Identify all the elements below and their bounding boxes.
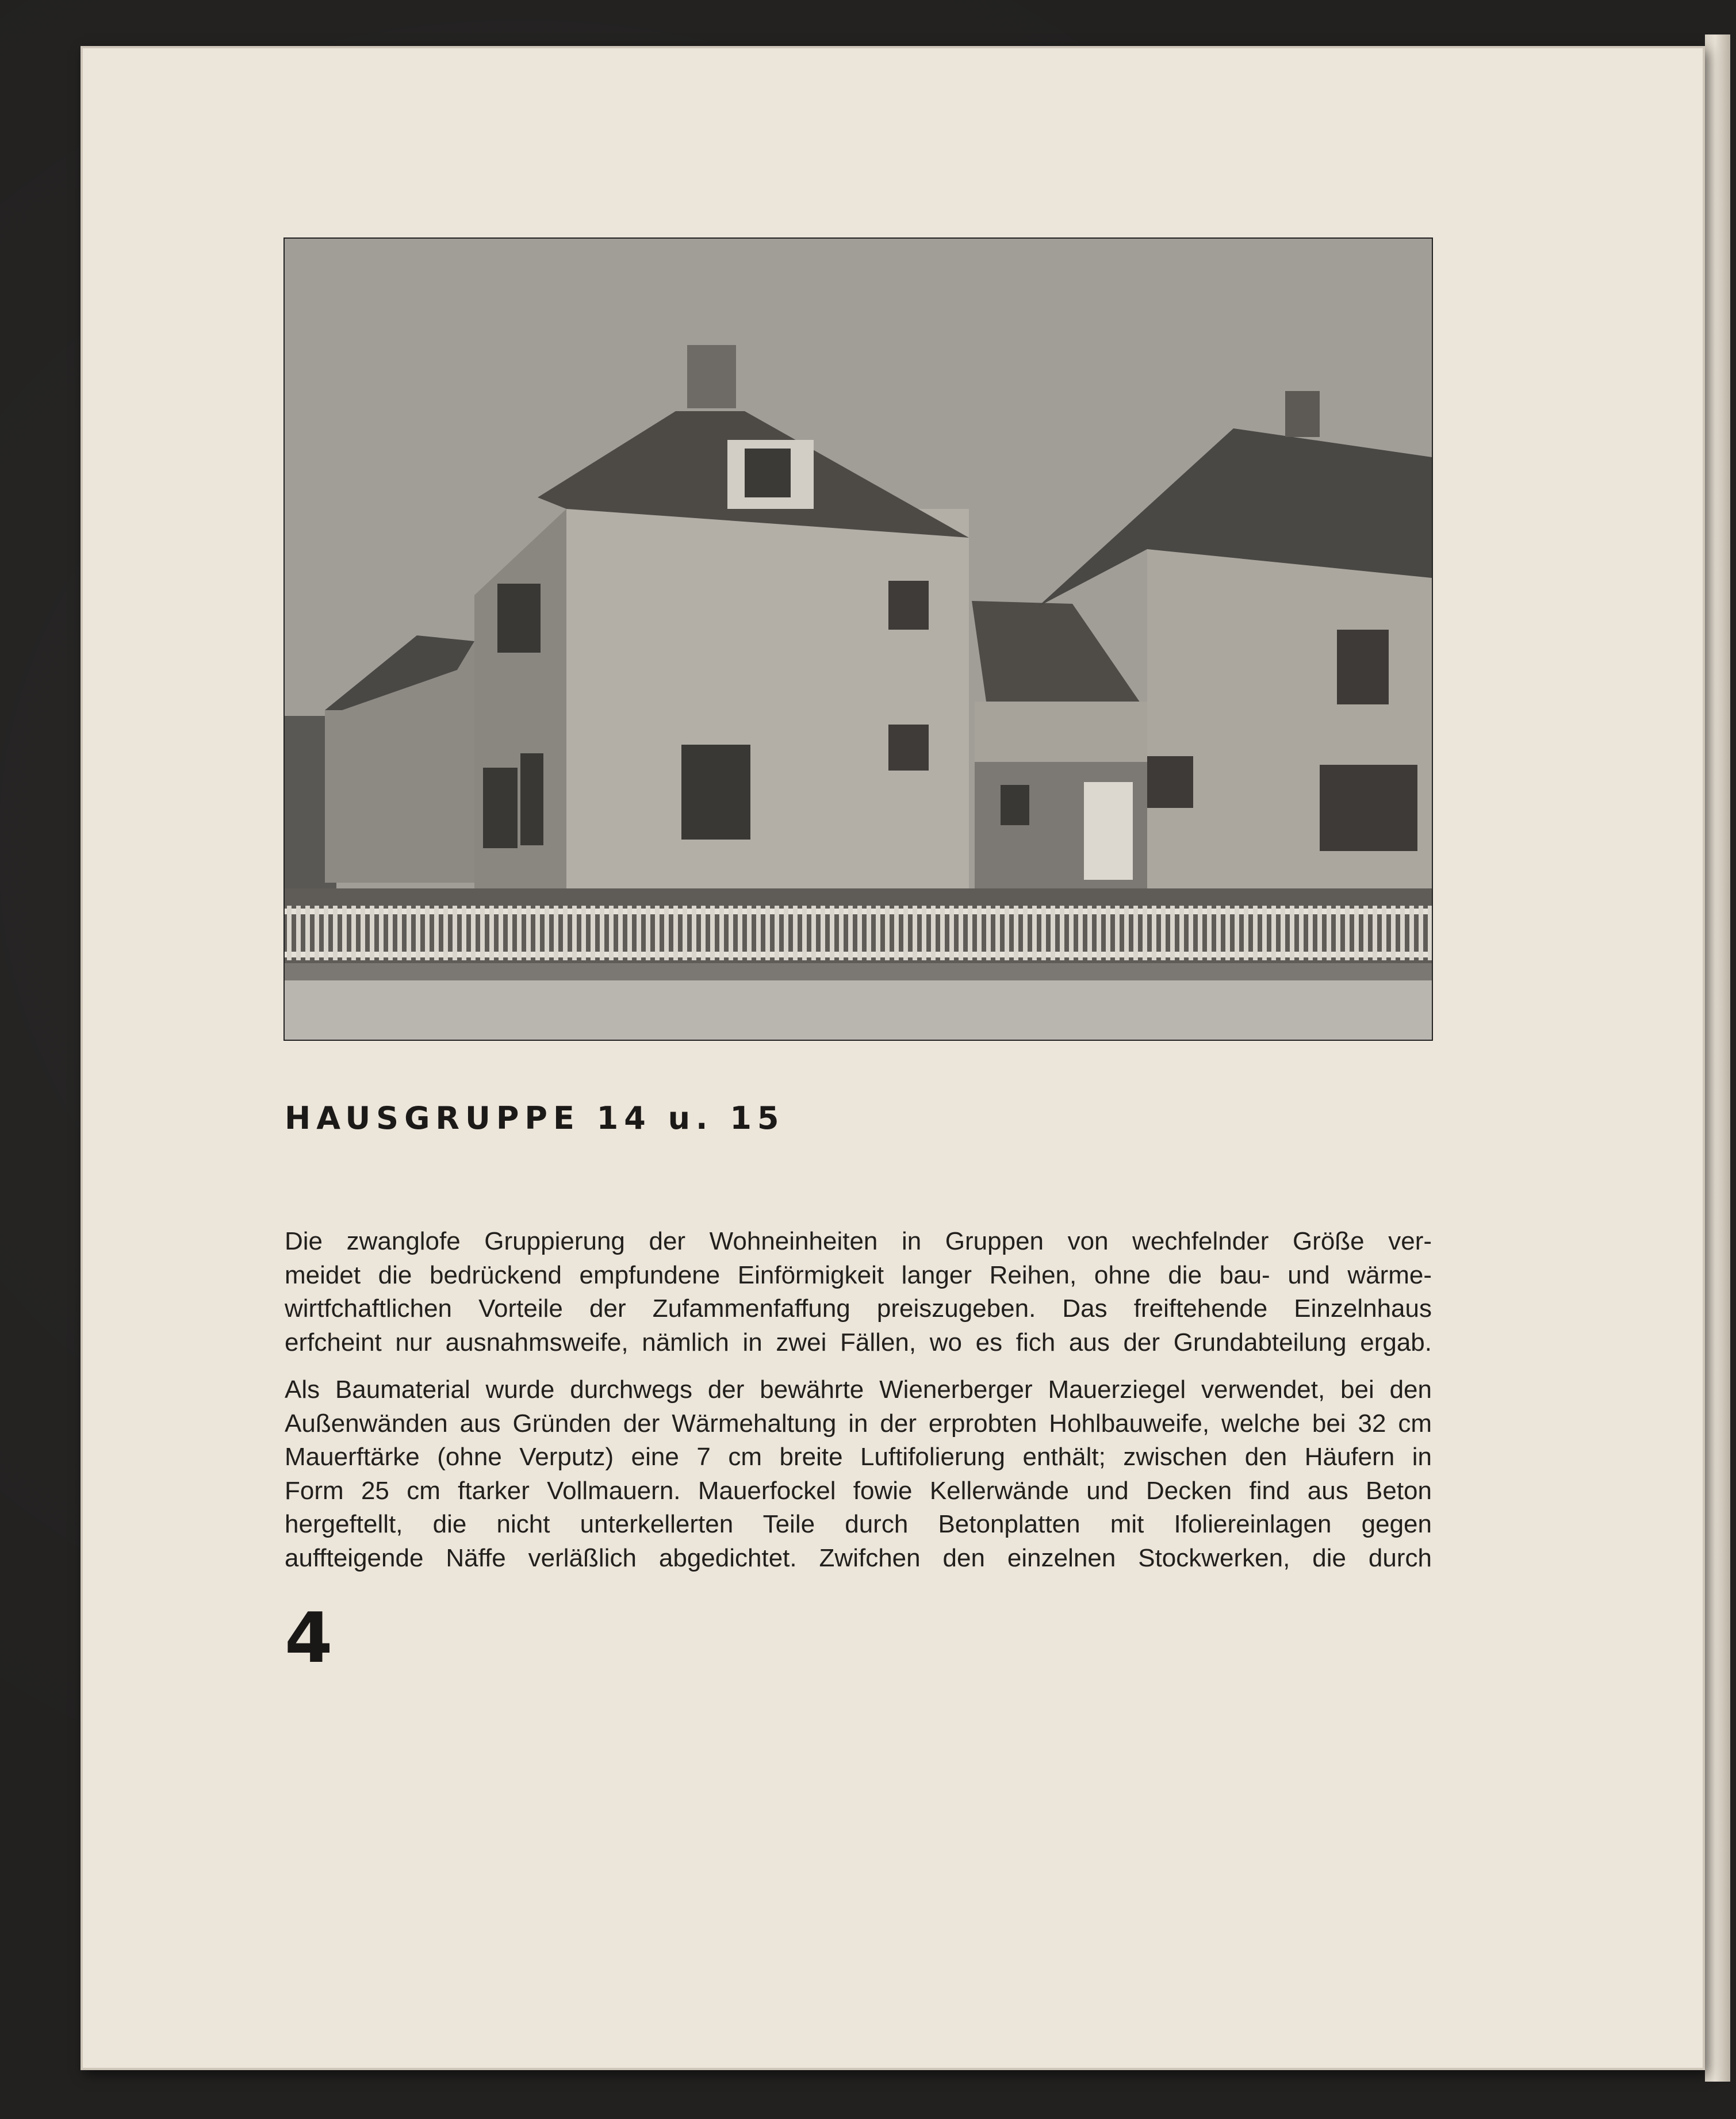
text-line: Die zwanglofe Gruppierung der Wohneinheiten in Gruppen von wechfelnder Größe ver- (285, 1227, 1432, 1255)
text-line: Als Baumaterial wurde durchwegs der bewährte Wienerberger Mauerziegel verwendet, bei den (285, 1375, 1432, 1404)
paragraph-2 (285, 1373, 1432, 1575)
house-photo (285, 239, 1432, 1040)
text-line: auffteigende Näffe verläßlich abgedichtet. Zwifchen den einzelnen Stockwerken, die durch (285, 1543, 1432, 1572)
text-line: erfcheint nur ausnahmsweife, nämlich in zwei Fällen, wo es fich aus der Grundabteilung ergab. (285, 1328, 1432, 1357)
paragraph-1 (285, 1225, 1432, 1359)
page-edge (1705, 35, 1730, 2082)
text-line: Form 25 cm ftarker Vollmauern. Mauerfockel fowie Kellerwände und Decken find aus Beton (285, 1476, 1432, 1505)
text-line: hergeftellt, die nicht unterkellerten Teile durch Betonplatten mit Ifoliereinlagen gegen (285, 1510, 1432, 1538)
body-text (285, 1225, 1432, 1589)
page-number: 4 (285, 1599, 333, 1679)
text-line: wirtfchaftlichen Vorteile der Zufammenfaffung preiszugeben. Das freiftehende Einzelnhaus (285, 1294, 1432, 1323)
text-line: Mauerftärke (ohne Verputz) eine 7 cm breite Luftifolierung enthält; zwischen den Häufern in (285, 1443, 1432, 1471)
text-line: Außenwänden aus Gründen der Wärmehaltung in der erprobten Hohlbauweife, welche bei 32 cm (285, 1409, 1432, 1438)
text-line: meidet die bedrückend empfundene Einförmigkeit langer Reihen, ohne die bau- und wärme- (285, 1260, 1432, 1289)
house-photo-icon (285, 239, 1432, 1040)
section-heading: HAUSGRUPPE 14 u. 15 (285, 1100, 785, 1136)
